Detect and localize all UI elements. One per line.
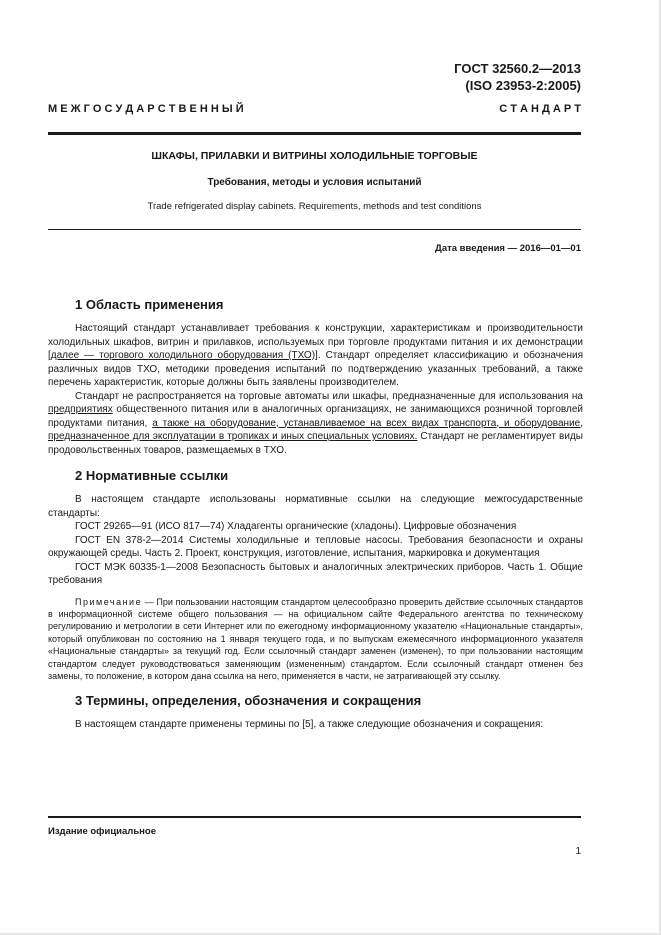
page-number: 1: [575, 846, 581, 857]
section-1-heading: 1 Область применения: [75, 297, 224, 312]
document-body: [48, 296, 583, 742]
section-2-heading: 2 Нормативные ссылки: [75, 468, 229, 483]
note-label: Примечание: [75, 596, 143, 607]
gost-number: ГОСТ 32560.2—2013: [454, 61, 581, 76]
section-3-heading: 3 Термины, определения, обозначения и сокращения: [75, 693, 422, 709]
scope-paragraph-1: [48, 322, 583, 390]
standard-type-word-1: М Е Ж Г О С У Д А Р С Т В Е Н Н Ы Й: [48, 103, 244, 115]
scope-p2-underlined-1: предприятиях: [48, 404, 113, 415]
standard-type-word-2: С Т А Н Д А Р Т: [499, 103, 581, 115]
section-terms: [48, 692, 583, 732]
standard-type-banner: [48, 103, 581, 115]
section-scope: [48, 296, 583, 457]
terms-intro: В настоящем стандарте применены термины по [5], а также следующие обозначения и сокращения:: [75, 719, 544, 731]
scope-p2-text-a: Стандарт не распространяется на торговые автоматы или шкафы, предназначенные для использования на: [75, 390, 583, 402]
references-note: [48, 596, 583, 683]
reference-item: ГОСТ МЭК 60335-1—2008 Безопасность бытовых и аналогичных электрических приборов. Часть 1. Общие требования: [48, 561, 583, 586]
scope-p2-text-b: общественного питания или в аналогичных организациях, не занимающихся розничной торговлей продуктами питания,: [48, 404, 583, 429]
document-number-block: [454, 60, 581, 94]
scope-p1-text-b: . Стандарт определяет классификацию и обозначения различных видов ТХО, методики проведения испытаний по подтверждению указанных требований, а также перечень характеристик, которые должны быть заявлены производителем.: [48, 350, 583, 388]
scope-p1-text-a: Настоящий стандарт устанавливает требования к конструкции, характеристикам и производительности холодильных шкафов, витрин и прилавков, используемых при торговле продуктами питания и их демонстрации: [48, 323, 583, 348]
note-text: — При пользовании настоящим стандартом целесообразно проверить действие ссылочных стандартов в информационной системе общего пользования — на официальном сайте Федерального агентства по техническому регулированию и метрологии в сети Интернет или по ежегодному информационному указателю «Национальные стандарты», который опубликован по состоянию на 1 января текущего года, и по выпускам ежемесячного информационного указателя «Национальные стандарты» за текущий год. Если ссылочный стандарт заменен (изменен), то при пользовании настоящим стандартом следует руководствоваться заменяющим (измененным) стандартом. Если ссылочный стандарт отменен без замены, то положение, в котором дана ссылка на него, применяется в части, не затрагивающей эту ссылку.: [48, 596, 583, 681]
reference-item: ГОСТ EN 378-2—2014 Системы холодильные и тепловые насосы. Требования безопасности и охраны окружающей среды. Часть 2. Проект, конструкция, изготовление, испытания, маркировка и документация: [48, 534, 583, 559]
english-title: Trade refrigerated display cabinets. Requirements, methods and test conditions: [147, 201, 482, 212]
section-normative-references: [48, 467, 583, 682]
title-divider: [48, 229, 581, 230]
scope-p2-text-c: Стандарт не регламентирует виды продовольственных товаров, размещаемых в ТХО.: [48, 431, 583, 456]
scope-p2-underlined-2: а также на оборудование, устанавливаемое на всех видах транспорта, и оборудование, предназначенное для эксплуатации в тропиках и иных специальных условиях.: [48, 417, 583, 442]
scope-paragraph-2: [48, 390, 583, 458]
introduction-date: Дата введения — 2016—01—01: [435, 243, 581, 254]
header-divider: [48, 132, 581, 135]
iso-number: (ISO 23953-2:2005): [465, 78, 581, 93]
scope-p1-underlined: [далее — торгового холодильного оборудования (ТХО)]: [48, 350, 318, 361]
references-intro: В настоящем стандарте использованы нормативные ссылки на следующие межгосударственные стандарты:: [48, 494, 583, 519]
official-edition-label: Издание официальное: [48, 826, 156, 837]
document-subtitle: Требования, методы и условия испытаний: [207, 177, 422, 188]
reference-item: ГОСТ 29265—91 (ИСО 817—74) Хладагенты органические (хладоны). Цифровые обозначения: [75, 521, 517, 532]
document-title: ШКАФЫ, ПРИЛАВКИ И ВИТРИНЫ ХОЛОДИЛЬНЫЕ ТОРГОВЫЕ: [151, 150, 478, 162]
footer-divider: [48, 816, 581, 818]
